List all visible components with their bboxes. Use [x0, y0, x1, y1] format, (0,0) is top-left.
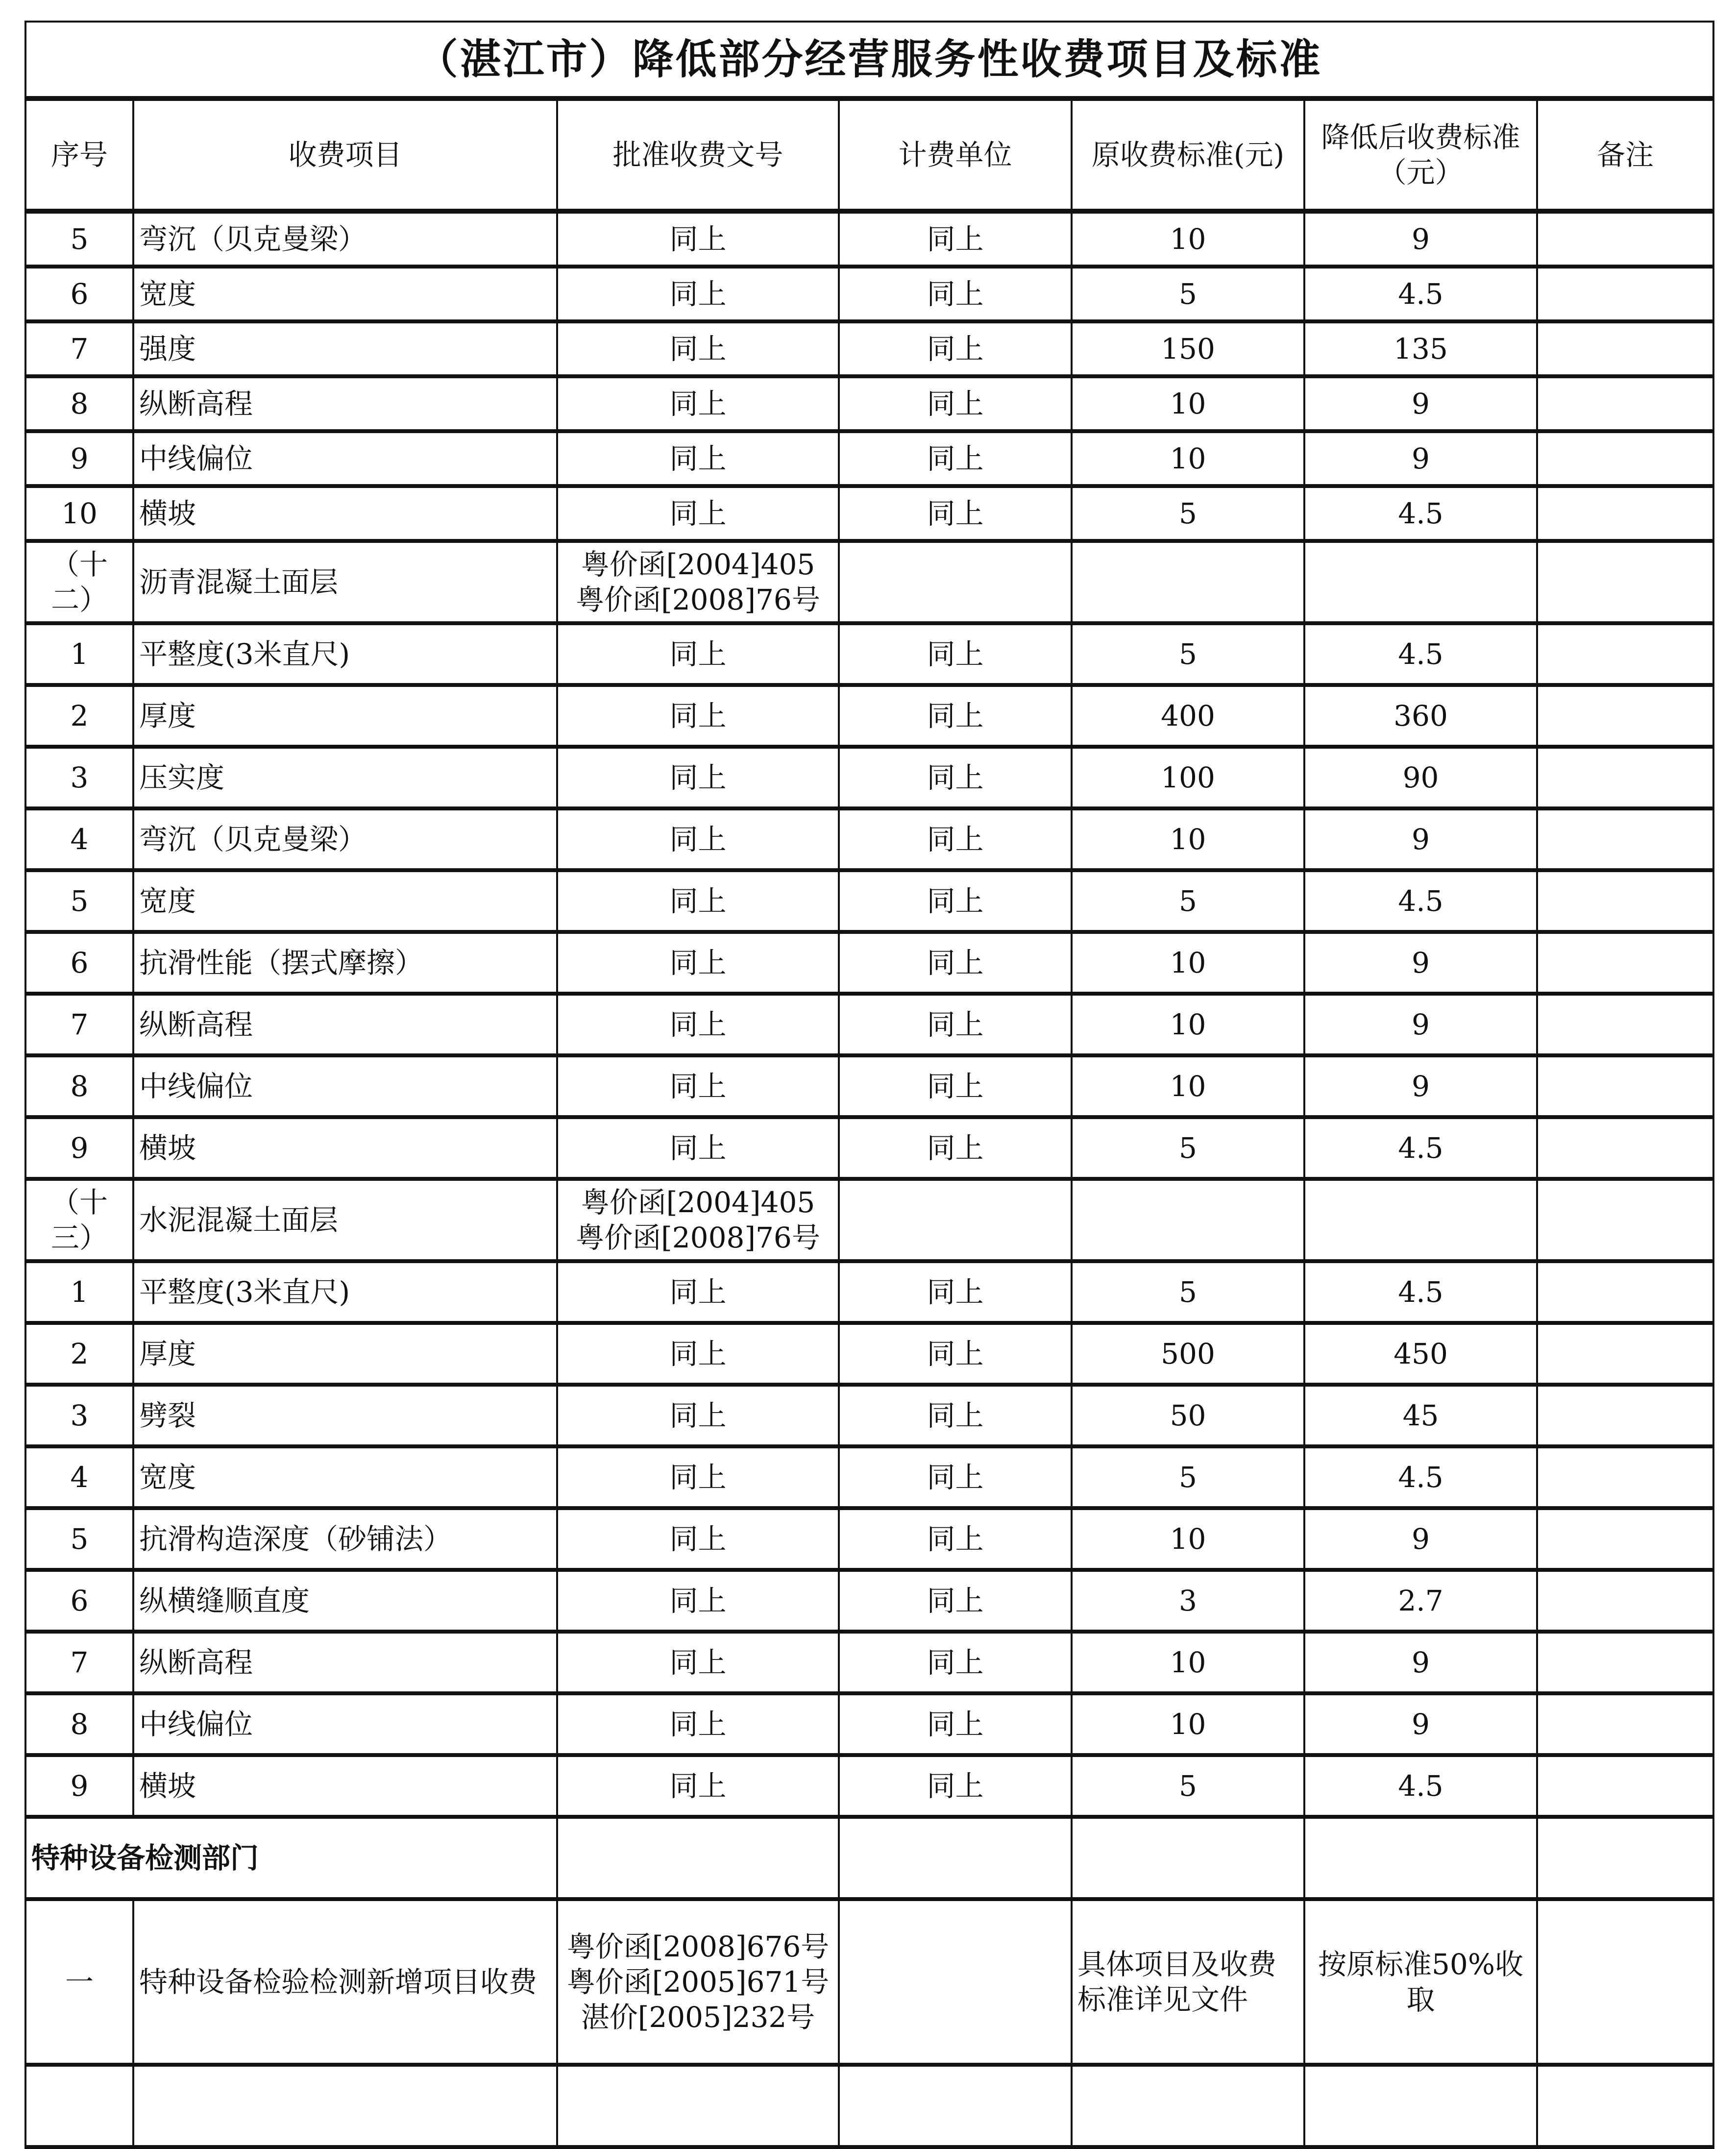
- cell-item: 沥青混凝土面层: [133, 541, 557, 623]
- table-row: [25, 1508, 1713, 1570]
- cell-new: 9: [1304, 376, 1537, 431]
- table-row: [25, 932, 1713, 994]
- cell-unit: 同上: [839, 1117, 1072, 1179]
- empty-cell: [133, 2065, 557, 2147]
- cell-item: 中线偏位: [133, 1693, 557, 1755]
- cell-doc: 粤价函[2008]676号 粤价函[2005]671号 湛价[2005]232号: [557, 1899, 839, 2065]
- col-header-item: 收费项目: [133, 98, 557, 211]
- cell-unit: 同上: [839, 623, 1072, 685]
- cell-doc: 同上: [557, 486, 839, 541]
- cell-new: 135: [1304, 321, 1537, 376]
- empty-cell: [25, 2065, 133, 2147]
- cell-no: 3: [25, 1385, 133, 1446]
- cell-orig: 10: [1072, 932, 1304, 994]
- cell-new: 90: [1304, 747, 1537, 808]
- empty-cell: [1537, 2065, 1713, 2147]
- cell-item: 横坡: [133, 1117, 557, 1179]
- cell-new: [1304, 541, 1537, 623]
- cell-orig: 100: [1072, 747, 1304, 808]
- cell-new: 2.7: [1304, 1570, 1537, 1632]
- cell-new: 4.5: [1304, 870, 1537, 932]
- cell-item: 弯沉（贝克曼梁）: [133, 211, 557, 267]
- cell-unit: 同上: [839, 211, 1072, 267]
- cell-note: [1537, 486, 1713, 541]
- cell-note: [1537, 747, 1713, 808]
- cell-item: 宽度: [133, 267, 557, 321]
- cell-doc: 同上: [557, 321, 839, 376]
- cell-doc: 同上: [557, 267, 839, 321]
- cell-new: 9: [1304, 1508, 1537, 1570]
- cell-no: 8: [25, 1055, 133, 1117]
- table-row: [25, 870, 1713, 932]
- col-header-no: 序号: [25, 98, 133, 211]
- cell-note: [1537, 1055, 1713, 1117]
- cell-unit: 同上: [839, 1693, 1072, 1755]
- cell-item: 纵横缝顺直度: [133, 1570, 557, 1632]
- table-row: [25, 1570, 1713, 1632]
- cell-item: 厚度: [133, 685, 557, 747]
- cell-unit: 同上: [839, 1385, 1072, 1446]
- cell-new: 4.5: [1304, 623, 1537, 685]
- cell-unit: 同上: [839, 376, 1072, 431]
- cell-doc: 同上: [557, 1385, 839, 1446]
- cell-new: 4.5: [1304, 267, 1537, 321]
- cell-note: [1537, 932, 1713, 994]
- cell-orig: 10: [1072, 1632, 1304, 1693]
- cell-item: 宽度: [133, 1446, 557, 1508]
- section-row: [25, 1817, 1713, 1899]
- cell-orig: [1072, 541, 1304, 623]
- cell-item: 抗滑构造深度（砂铺法）: [133, 1508, 557, 1570]
- cell-no: 9: [25, 1755, 133, 1817]
- cell-orig: 150: [1072, 321, 1304, 376]
- cell-doc: 同上: [557, 1570, 839, 1632]
- cell-orig: 10: [1072, 1055, 1304, 1117]
- cell-item: 劈裂: [133, 1385, 557, 1446]
- cell-note: [1537, 1261, 1713, 1323]
- table-row: [25, 541, 1713, 623]
- cell-no: 1: [25, 1261, 133, 1323]
- cell-no: 4: [25, 1446, 133, 1508]
- cell-new: 4.5: [1304, 1117, 1537, 1179]
- cell-note: [1537, 267, 1713, 321]
- cell-no: 5: [25, 211, 133, 267]
- cell-item: 横坡: [133, 1755, 557, 1817]
- cell-no: 5: [25, 1508, 133, 1570]
- cell-note: [1537, 1693, 1713, 1755]
- cell-orig: 10: [1072, 808, 1304, 870]
- cell-orig: 5: [1072, 486, 1304, 541]
- table-row: [25, 747, 1713, 808]
- cell-item: 宽度: [133, 870, 557, 932]
- cell-item: 特种设备检验检测新增项目收费: [133, 1899, 557, 2065]
- cell-item: 中线偏位: [133, 1055, 557, 1117]
- cell-item: 强度: [133, 321, 557, 376]
- cell-item: 压实度: [133, 747, 557, 808]
- cell-item: 平整度(3米直尺): [133, 623, 557, 685]
- page-title: （湛江市）降低部分经营服务性收费项目及标准: [25, 22, 1713, 98]
- cell-new: 9: [1304, 932, 1537, 994]
- cell-no: 5: [25, 870, 133, 932]
- cell-orig: 具体项目及收费标准详见文件: [1072, 1899, 1304, 2065]
- cell-doc: 同上: [557, 1446, 839, 1508]
- cell-note: [1537, 1179, 1713, 1261]
- cell-orig: 10: [1072, 994, 1304, 1055]
- cell-no: 6: [25, 267, 133, 321]
- cell-no: 4: [25, 808, 133, 870]
- cell-unit: [839, 1179, 1072, 1261]
- empty-cell: [1072, 1817, 1304, 1899]
- cell-item: 纵断高程: [133, 376, 557, 431]
- cell-orig: 5: [1072, 870, 1304, 932]
- table-row: [25, 267, 1713, 321]
- cell-note: [1537, 431, 1713, 486]
- cell-unit: 同上: [839, 685, 1072, 747]
- empty-cell: [839, 1817, 1072, 1899]
- cell-item: 中线偏位: [133, 431, 557, 486]
- cell-unit: 同上: [839, 1632, 1072, 1693]
- empty-cell: [1304, 1817, 1537, 1899]
- empty-cell: [1304, 2065, 1537, 2147]
- cell-note: [1537, 376, 1713, 431]
- cell-doc: 同上: [557, 1055, 839, 1117]
- cell-doc: 同上: [557, 932, 839, 994]
- cell-doc: 同上: [557, 1693, 839, 1755]
- cell-no: 2: [25, 1323, 133, 1385]
- empty-cell: [557, 1817, 839, 1899]
- table-row: [25, 486, 1713, 541]
- cell-new: 450: [1304, 1323, 1537, 1385]
- cell-note: [1537, 1117, 1713, 1179]
- cell-new: 9: [1304, 808, 1537, 870]
- table-row: [25, 1055, 1713, 1117]
- table-row: [25, 1446, 1713, 1508]
- cell-note: [1537, 1508, 1713, 1570]
- cell-doc: 同上: [557, 1755, 839, 1817]
- cell-item: 纵断高程: [133, 1632, 557, 1693]
- cell-orig: 400: [1072, 685, 1304, 747]
- cell-unit: 同上: [839, 747, 1072, 808]
- cell-doc: 同上: [557, 376, 839, 431]
- table-row: [25, 321, 1713, 376]
- table-row: [25, 376, 1713, 431]
- cell-doc: 同上: [557, 747, 839, 808]
- cell-note: [1537, 1899, 1713, 2065]
- cell-doc: 同上: [557, 870, 839, 932]
- table-row: [25, 1179, 1713, 1261]
- cell-doc: 粤价函[2004]405 粤价函[2008]76号: [557, 1179, 839, 1261]
- cell-unit: 同上: [839, 1261, 1072, 1323]
- cell-orig: 50: [1072, 1385, 1304, 1446]
- blank-row: [25, 2065, 1713, 2147]
- table-row: [25, 623, 1713, 685]
- cell-new: 9: [1304, 1693, 1537, 1755]
- cell-no: （十二）: [25, 541, 133, 623]
- cell-no: 3: [25, 747, 133, 808]
- cell-no: 1: [25, 623, 133, 685]
- cell-doc: 同上: [557, 1261, 839, 1323]
- cell-no: 2: [25, 685, 133, 747]
- table-row: [25, 1261, 1713, 1323]
- col-header-doc: 批准收费文号: [557, 98, 839, 211]
- table-row: [25, 685, 1713, 747]
- cell-item: 水泥混凝土面层: [133, 1179, 557, 1261]
- cell-unit: 同上: [839, 1508, 1072, 1570]
- cell-note: [1537, 808, 1713, 870]
- cell-unit: 同上: [839, 321, 1072, 376]
- cell-note: [1537, 211, 1713, 267]
- cell-note: [1537, 1385, 1713, 1446]
- empty-cell: [557, 2065, 839, 2147]
- cell-no: 7: [25, 321, 133, 376]
- cell-note: [1537, 685, 1713, 747]
- cell-no: 6: [25, 1570, 133, 1632]
- cell-item: 抗滑性能（摆式摩擦）: [133, 932, 557, 994]
- cell-doc: 同上: [557, 1632, 839, 1693]
- cell-doc: 同上: [557, 994, 839, 1055]
- cell-unit: 同上: [839, 808, 1072, 870]
- cell-orig: 10: [1072, 1508, 1304, 1570]
- cell-unit: 同上: [839, 267, 1072, 321]
- cell-orig: 5: [1072, 1261, 1304, 1323]
- cell-note: [1537, 541, 1713, 623]
- cell-orig: [1072, 1179, 1304, 1261]
- table-row: [25, 1323, 1713, 1385]
- cell-no: 一: [25, 1899, 133, 2065]
- cell-doc: 同上: [557, 808, 839, 870]
- cell-unit: 同上: [839, 932, 1072, 994]
- cell-no: 6: [25, 932, 133, 994]
- col-header-new: 降低后收费标准（元）: [1304, 98, 1537, 211]
- cell-orig: 10: [1072, 431, 1304, 486]
- cell-doc: 同上: [557, 431, 839, 486]
- table-row: [25, 808, 1713, 870]
- cell-orig: 5: [1072, 1755, 1304, 1817]
- cell-note: [1537, 870, 1713, 932]
- cell-item: 厚度: [133, 1323, 557, 1385]
- cell-orig: 5: [1072, 267, 1304, 321]
- cell-unit: [839, 1899, 1072, 2065]
- cell-doc: 粤价函[2004]405 粤价函[2008]76号: [557, 541, 839, 623]
- cell-orig: 500: [1072, 1323, 1304, 1385]
- cell-new: 按原标准50%收取: [1304, 1899, 1537, 2065]
- cell-note: [1537, 1323, 1713, 1385]
- cell-no: 9: [25, 1117, 133, 1179]
- cell-note: [1537, 1446, 1713, 1508]
- cell-note: [1537, 321, 1713, 376]
- fee-table: [24, 21, 1714, 2149]
- cell-no: 9: [25, 431, 133, 486]
- cell-orig: 5: [1072, 1117, 1304, 1179]
- empty-cell: [1537, 1817, 1713, 1899]
- table-row: [25, 431, 1713, 486]
- col-header-orig: 原收费标准(元): [1072, 98, 1304, 211]
- cell-no: （十三）: [25, 1179, 133, 1261]
- table-row: [25, 211, 1713, 267]
- dept-label: 特种设备检测部门: [25, 1817, 557, 1899]
- cell-unit: 同上: [839, 1570, 1072, 1632]
- table-row: [25, 1693, 1713, 1755]
- cell-orig: 10: [1072, 1693, 1304, 1755]
- cell-doc: 同上: [557, 623, 839, 685]
- cell-unit: 同上: [839, 486, 1072, 541]
- cell-doc: 同上: [557, 1117, 839, 1179]
- cell-note: [1537, 1570, 1713, 1632]
- cell-new: 9: [1304, 994, 1537, 1055]
- table-row: [25, 1117, 1713, 1179]
- cell-item: 纵断高程: [133, 994, 557, 1055]
- cell-new: 9: [1304, 431, 1537, 486]
- cell-new: 360: [1304, 685, 1537, 747]
- cell-new: [1304, 1179, 1537, 1261]
- cell-new: 4.5: [1304, 1446, 1537, 1508]
- cell-orig: 5: [1072, 1446, 1304, 1508]
- empty-cell: [1072, 2065, 1304, 2147]
- cell-unit: 同上: [839, 1755, 1072, 1817]
- cell-unit: 同上: [839, 431, 1072, 486]
- col-header-unit: 计费单位: [839, 98, 1072, 211]
- table-row: [25, 1899, 1713, 2065]
- table-row: [25, 1755, 1713, 1817]
- col-header-note: 备注: [1537, 98, 1713, 211]
- cell-note: [1537, 1632, 1713, 1693]
- cell-unit: 同上: [839, 994, 1072, 1055]
- cell-note: [1537, 1755, 1713, 1817]
- cell-no: 8: [25, 1693, 133, 1755]
- cell-item: 弯沉（贝克曼梁）: [133, 808, 557, 870]
- cell-new: 4.5: [1304, 1755, 1537, 1817]
- table-row: [25, 1632, 1713, 1693]
- cell-doc: 同上: [557, 1508, 839, 1570]
- cell-no: 10: [25, 486, 133, 541]
- cell-no: 7: [25, 994, 133, 1055]
- cell-new: 4.5: [1304, 1261, 1537, 1323]
- cell-unit: 同上: [839, 1446, 1072, 1508]
- cell-note: [1537, 994, 1713, 1055]
- cell-orig: 10: [1072, 376, 1304, 431]
- cell-new: 9: [1304, 1055, 1537, 1117]
- cell-unit: 同上: [839, 870, 1072, 932]
- cell-no: 8: [25, 376, 133, 431]
- cell-new: 9: [1304, 211, 1537, 267]
- cell-new: 4.5: [1304, 486, 1537, 541]
- cell-item: 横坡: [133, 486, 557, 541]
- cell-orig: 3: [1072, 1570, 1304, 1632]
- cell-item: 平整度(3米直尺): [133, 1261, 557, 1323]
- cell-unit: 同上: [839, 1323, 1072, 1385]
- cell-orig: 5: [1072, 623, 1304, 685]
- cell-doc: 同上: [557, 1323, 839, 1385]
- cell-unit: 同上: [839, 1055, 1072, 1117]
- cell-orig: 10: [1072, 211, 1304, 267]
- table-row: [25, 994, 1713, 1055]
- empty-cell: [839, 2065, 1072, 2147]
- table-row: [25, 1385, 1713, 1446]
- cell-unit: [839, 541, 1072, 623]
- cell-no: 7: [25, 1632, 133, 1693]
- cell-new: 45: [1304, 1385, 1537, 1446]
- cell-note: [1537, 623, 1713, 685]
- cell-doc: 同上: [557, 685, 839, 747]
- cell-new: 9: [1304, 1632, 1537, 1693]
- cell-doc: 同上: [557, 211, 839, 267]
